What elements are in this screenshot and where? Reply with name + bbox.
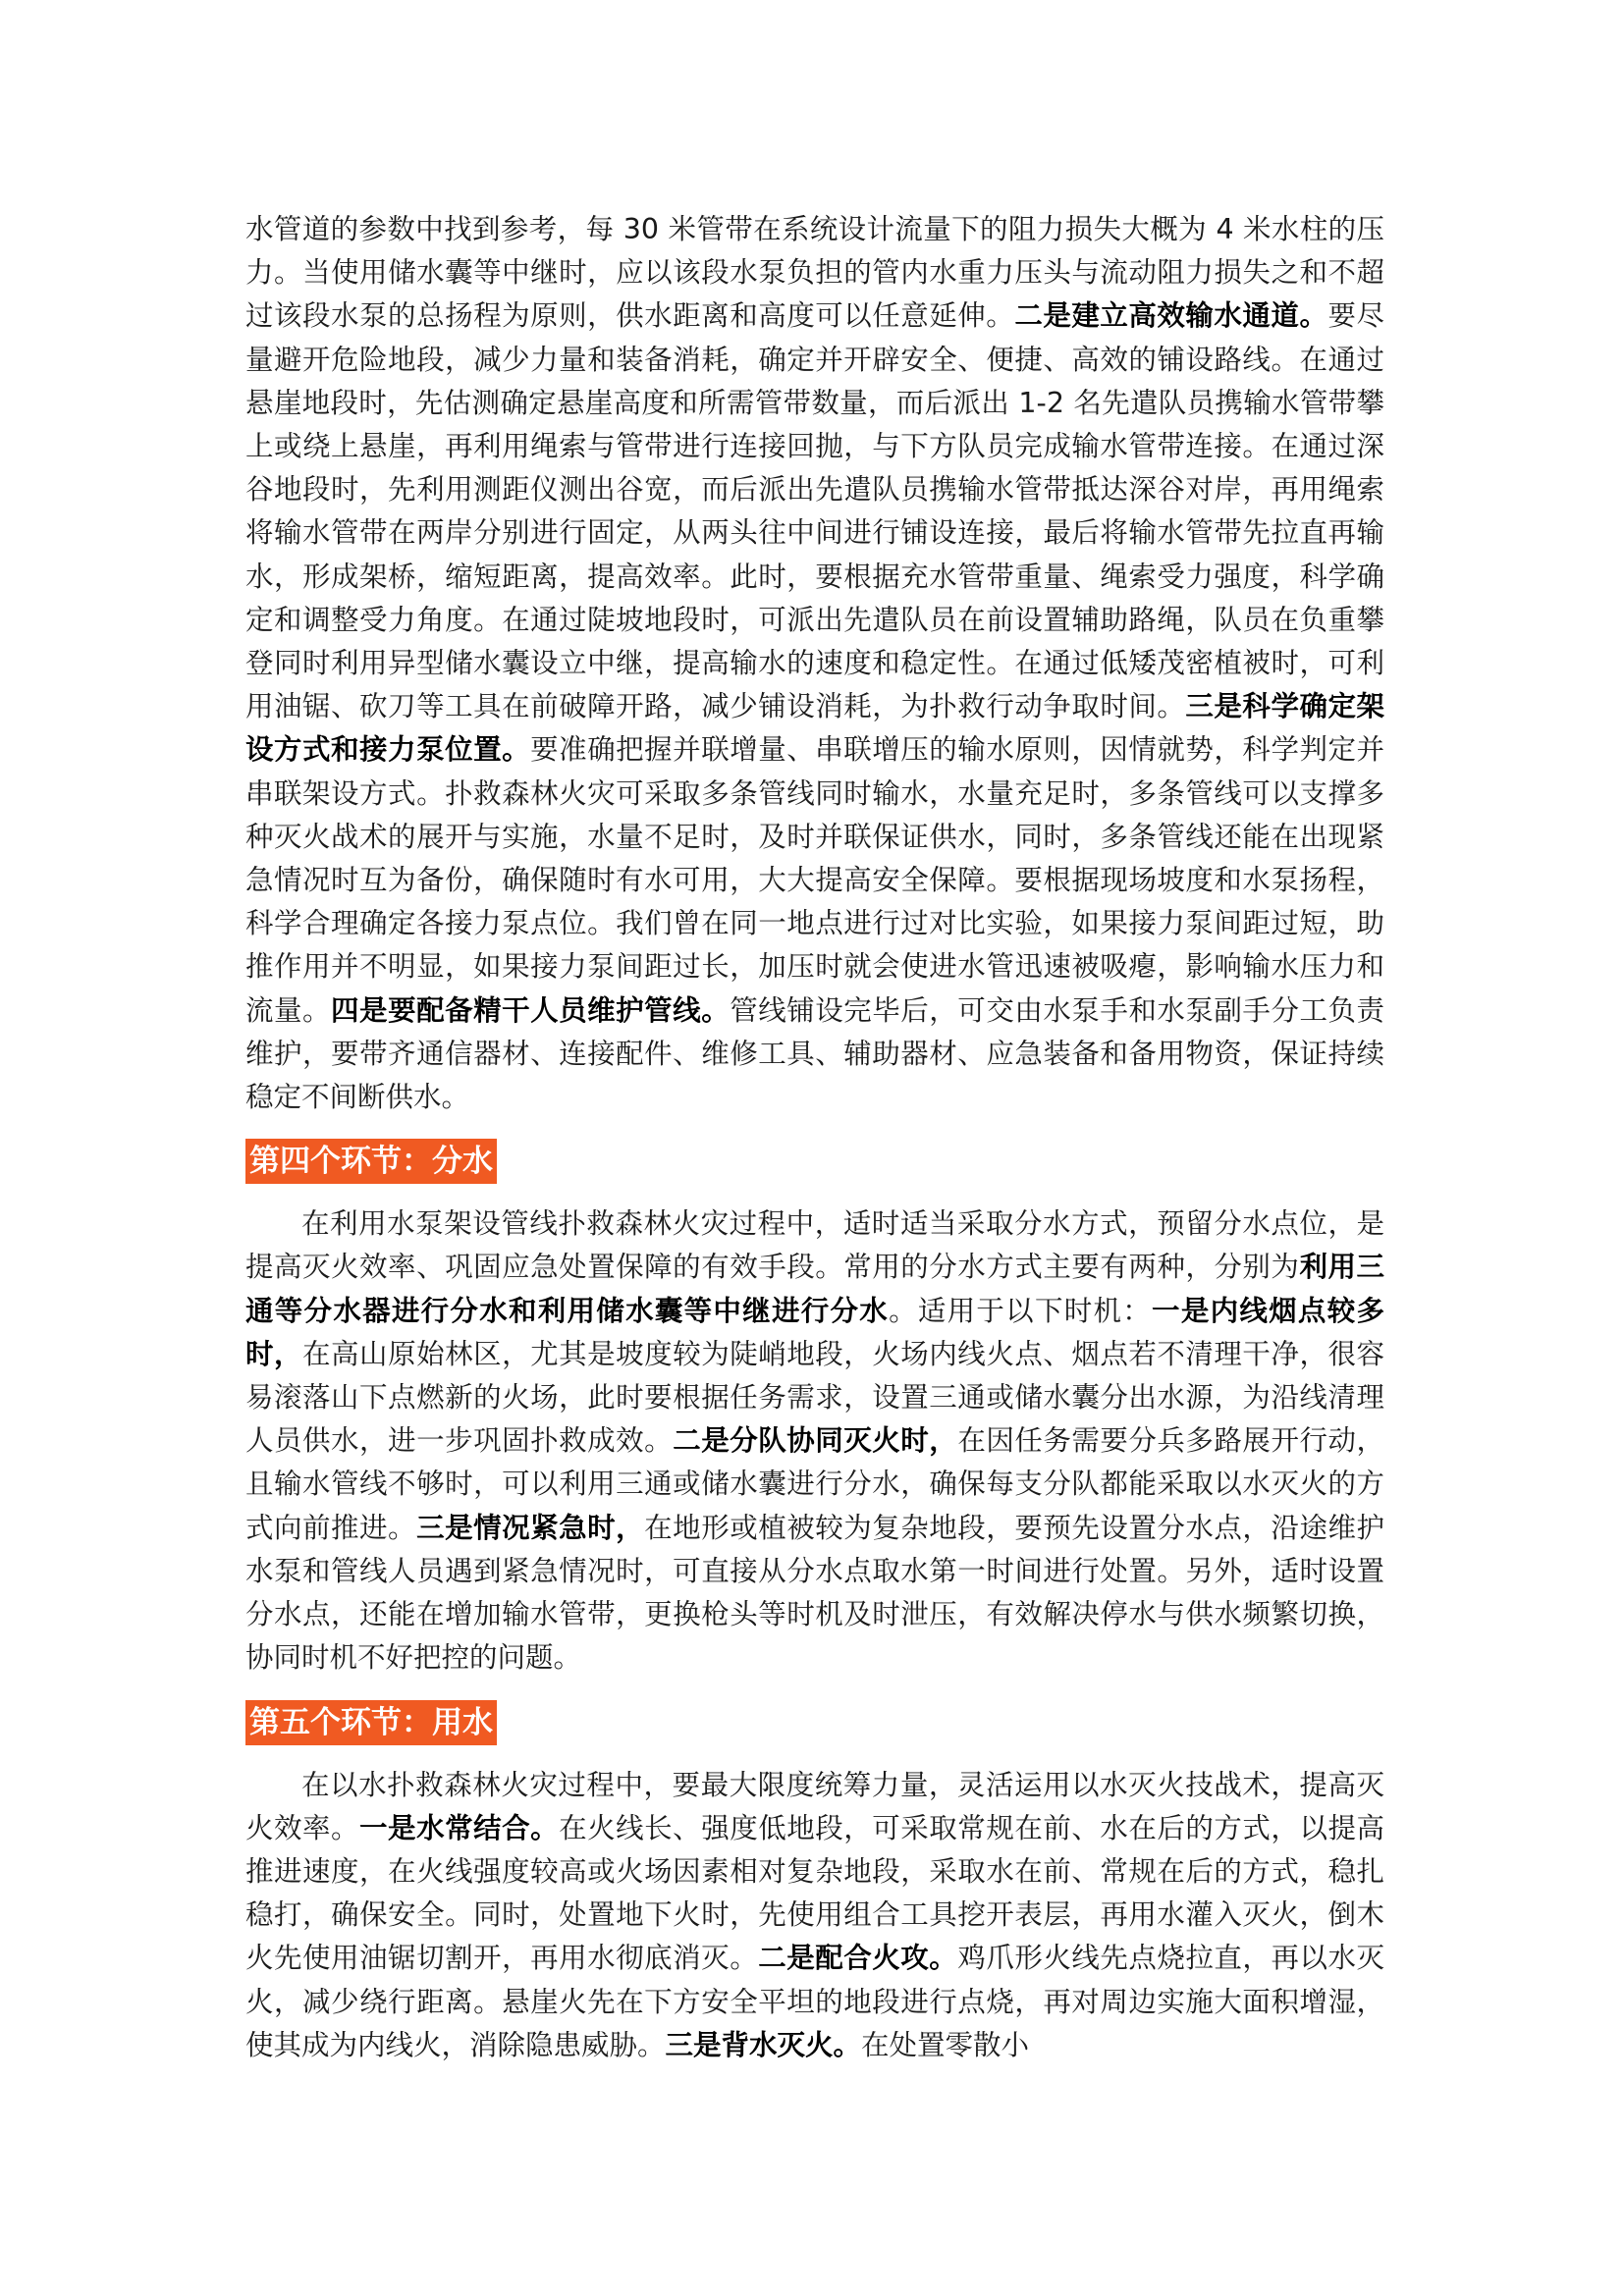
text-run: 。适用于以下时机： xyxy=(889,1294,1153,1327)
emphasis-run: 三是科学确定架设方式和接力泵位置。 xyxy=(245,690,1384,767)
text-run: 管线铺设完毕后，可交由水泵手和水泵副手分工负责维护，要带齐通信器材、连接配件、维修工具、辅助器材、应急装备和备用物资，保证持续稳定不间断供水。 xyxy=(245,993,1384,1114)
emphasis-run: 一是水常结合。 xyxy=(359,1811,560,1844)
text-run: 在处置零散小 xyxy=(861,2028,1030,2061)
section-heading-fenshui xyxy=(245,1139,1384,1185)
document-page xyxy=(245,208,1384,2067)
emphasis-run: 三是情况紧急时， xyxy=(416,1511,645,1544)
emphasis-run: 二是配合火攻。 xyxy=(758,1942,958,1975)
text-run: 在以水扑救森林火灾过程中，要最大限度统筹力量，灵活运用以水灭火技战术，提高灭火效率。 xyxy=(245,1768,1384,1844)
emphasis-run: 四是要配备精干人员维护管线。 xyxy=(331,993,731,1027)
text-run: 在地形或植被较为复杂地段，要预先设置分水点，沿途维护水泵和管线人员遇到紧急情况时，可直接从分水点取水第一时间进行处置。另外，适时设置分水点，还能在增加输水管带，更换枪头等时机及时泄压，有效解决停水与供水频繁切换，协同时机不好把控的问题。 xyxy=(245,1511,1384,1675)
text-run: 鸡爪形火线先点烧拉直，再以水灭火，减少绕行距离。悬崖火先在下方安全平坦的地段进行点烧，再对周边实施大面积增湿，使其成为内线火，消除隐患威胁。 xyxy=(245,1942,1384,2061)
text-run: 在火线长、强度低地段，可采取常规在前、水在后的方式，以提高推进速度，在火线强度较高或火场因素相对复杂地段，采取水在前、常规在后的方式，稳扎稳打，确保安全。同时，处置地下火时，先使用组合工具挖开表层，再用水灌入灭火，倒木火先使用油锯切割开，再用水彻底消灭。 xyxy=(245,1811,1384,1975)
text-run: 水管道的参数中找到参考，每 30 米管带在系统设计流量下的阻力损失大概为 4 米水柱的压力。当使用储水囊等中继时，应以该段水泵负担的管内水重力压头与流动阻力损失之和不超过该段水泵的总扬程为原则，供水距离和高度可以任意延伸。 xyxy=(245,213,1384,333)
emphasis-run: 利用三通等分水器进行分水和利用储水囊等中继进行分水 xyxy=(245,1251,1384,1327)
section-heading-yongshui xyxy=(245,1700,1384,1746)
text-run: 在因任务需要分兵多路展开行动，且输水管线不够时，可以利用三通或储水囊进行分水，确保每支分队都能采取以水灭火的方式向前推进。 xyxy=(245,1424,1384,1544)
body-paragraph-fenshui xyxy=(245,1202,1384,1680)
body-paragraph-continued xyxy=(245,208,1384,1119)
text-run: 要准确把握并联增量、串联增压的输水原则，因情就势，科学判定并串联架设方式。扑救森林火灾可采取多条管线同时输水，水量充足时，多条管线可以支撑多种灭火战术的展开与实施，水量不足时，及时并联保证供水，同时，多条管线还能在出现紧急情况时互为备份，确保随时有水可用，大大提高安全保障。要根据现场坡度和水泵扬程，科学合理确定各接力泵点位。我们曾在同一地点进行过对比实验，如果接力泵间距过短，助推作用并不明显，如果接力泵间距过长，加压时就会使进水管迅速被吸瘪，影响输水压力和流量。 xyxy=(245,733,1384,1027)
emphasis-run: 二是分队协同灭火时， xyxy=(673,1424,958,1458)
section-heading-label: 第四个环节：分水 xyxy=(245,1139,497,1184)
emphasis-run: 三是背水灭火。 xyxy=(665,2028,862,2061)
body-paragraph-yongshui xyxy=(245,1764,1384,2067)
emphasis-run: 二是建立高效输水通道。 xyxy=(1014,299,1328,333)
emphasis-run: 一是内线烟点较多时， xyxy=(245,1294,1384,1370)
text-run: 在高山原始林区，尤其是坡度较为陡峭地段，火场内线火点、烟点若不清理干净，很容易滚落山下点燃新的火场，此时要根据任务需求，设置三通或储水囊分出水源，为沿线清理人员供水，进一步巩固扑救成效。 xyxy=(245,1337,1384,1458)
text-run: 要尽量避开危险地段，减少力量和装备消耗，确定并开辟安全、便捷、高效的铺设路线。在通过悬崖地段时，先估测确定悬崖高度和所需管带数量，而后派出 1-2 名先遣队员携输水管带攀上或绕上悬崖，再利用绳索与管带进行连接回抛，与下方队员完成输水管带连接。在通过深谷地段时，先利用测距仪测出谷宽，而后派出先遣队员携输水管带抵达深谷对岸，再用绳索将输水管带在两岸分别进行固定，从两头往中间进行铺设连接，最后将输水管带先拉直再输水，形成架桥，缩短距离，提高效率。此时，要根据充水管带重量、绳索受力强度，科学确定和调整受力角度。在通过陡坡地段时，可派出先遣队员在前设置辅助路绳，队员在负重攀登同时利用异型储水囊设立中继，提高输水的速度和稳定性。在通过低矮茂密植被时，可利用油锯、砍刀等工具在前破障开路，减少铺设消耗，为扑救行动争取时间。 xyxy=(245,299,1384,723)
text-run: 在利用水泵架设管线扑救森林火灾过程中，适时适当采取分水方式，预留分水点位，是提高灭火效率、巩固应急处置保障的有效手段。常用的分水方式主要有两种，分别为 xyxy=(245,1207,1384,1284)
section-heading-label: 第五个环节：用水 xyxy=(245,1700,497,1745)
